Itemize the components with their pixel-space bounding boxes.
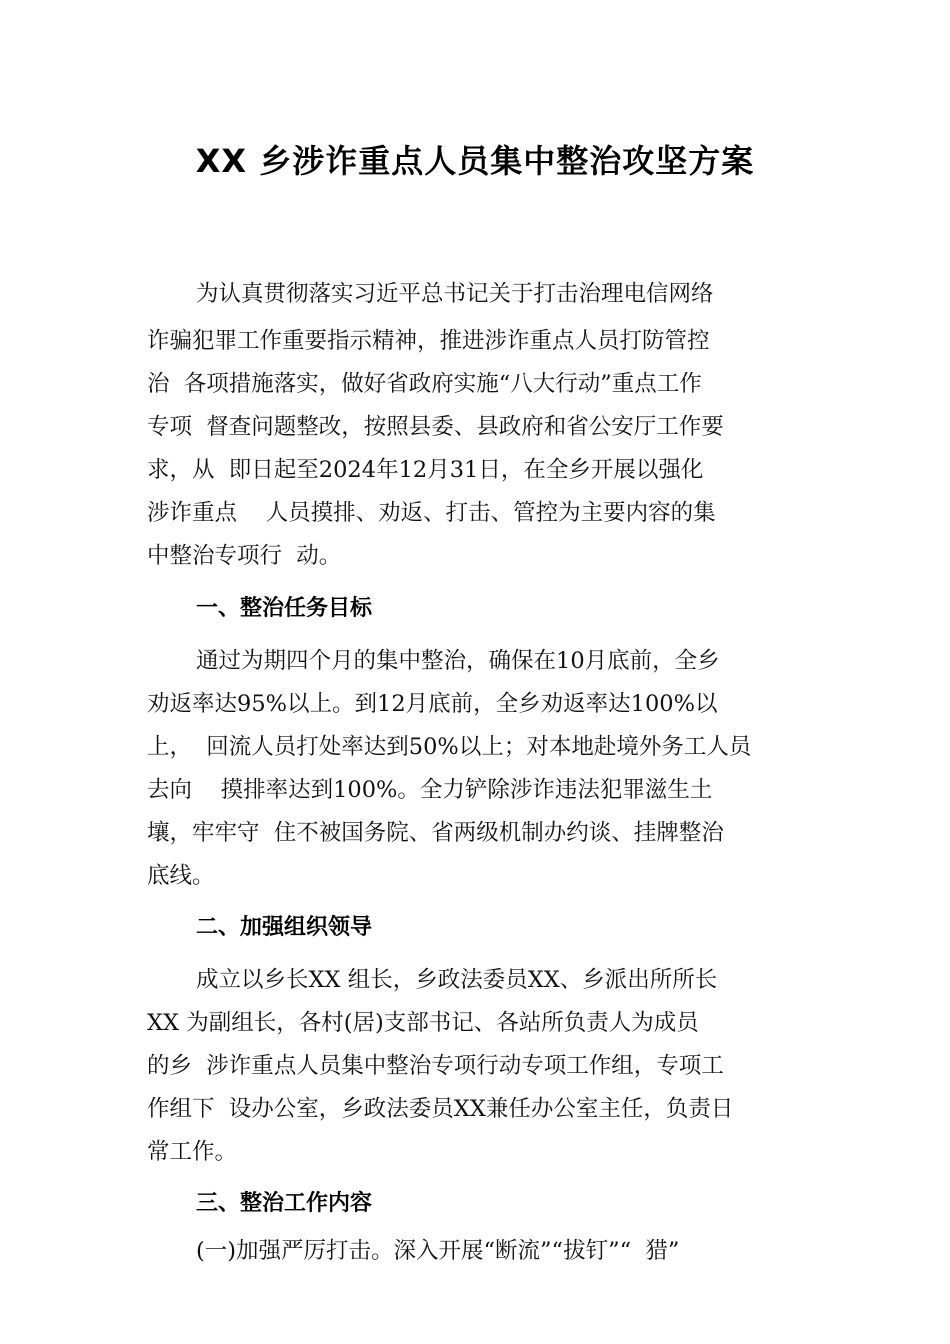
intro-line: 专项 督查问题整改，按照县委、县政府和省公安厅工作要 — [147, 414, 724, 440]
intro-line: 为认真贯彻落实习近平总书记关于打击治理电信网络 — [196, 281, 714, 307]
intro-line: 中整治专项行 动。 — [147, 543, 342, 569]
goals-line: 底线。 — [147, 863, 215, 889]
goals-line: 劝返率达95%以上。到12月底前，全乡劝返率达100%以 — [147, 691, 718, 717]
leadership-line: 作组下 设办公室，乡政法委员XX兼任办公室主任，负责日 — [147, 1096, 734, 1122]
leadership-line: 成立以乡长XX 组长，乡政法委员XX、乡派出所所长 — [196, 967, 718, 993]
section-heading-leadership: 二、加强组织领导 — [196, 915, 373, 940]
section-heading-goals: 一、整治任务目标 — [196, 596, 373, 621]
goals-line: 通过为期四个月的集中整治，确保在10月底前，全乡 — [196, 648, 720, 674]
goals-line: 壤，牢牢守 住不被国务院、省两级机制办约谈、挂牌整治 — [147, 820, 724, 846]
intro-line: 诈骗犯罪工作重要指示精神，推进涉诈重点人员打防管控 — [147, 328, 710, 354]
leadership-line: 的乡 涉诈重点人员集中整治专项行动专项工作组，专项工 — [147, 1053, 724, 1079]
content-line: (一)加强严厉打击。深入开展“断流”“拔钉”“ 猎” — [196, 1238, 680, 1264]
intro-line: 求，从 即日起至2024年12月31日，在全乡开展以强化 — [147, 457, 704, 483]
goals-line: 去向 摸排率达到100%。全力铲除涉诈违法犯罪滋生土 — [147, 777, 713, 803]
leadership-line: 常工作。 — [147, 1139, 238, 1165]
section-heading-content: 三、整治工作内容 — [196, 1191, 373, 1216]
leadership-line: XX 为副组长，各村(居)支部书记、各站所负责人为成员 — [147, 1010, 699, 1036]
goals-line: 上， 回流人员打处率达到50%以上；对本地赴境外务工人员 — [147, 734, 752, 760]
intro-line: 涉诈重点 人员摸排、劝返、打击、管控为主要内容的集 — [147, 500, 716, 526]
intro-line: 治 各项措施落实，做好省政府实施“八大行动”重点工作 — [147, 371, 702, 397]
document-title: XX 乡涉诈重点人员集中整治攻坚方案 — [195, 142, 755, 180]
